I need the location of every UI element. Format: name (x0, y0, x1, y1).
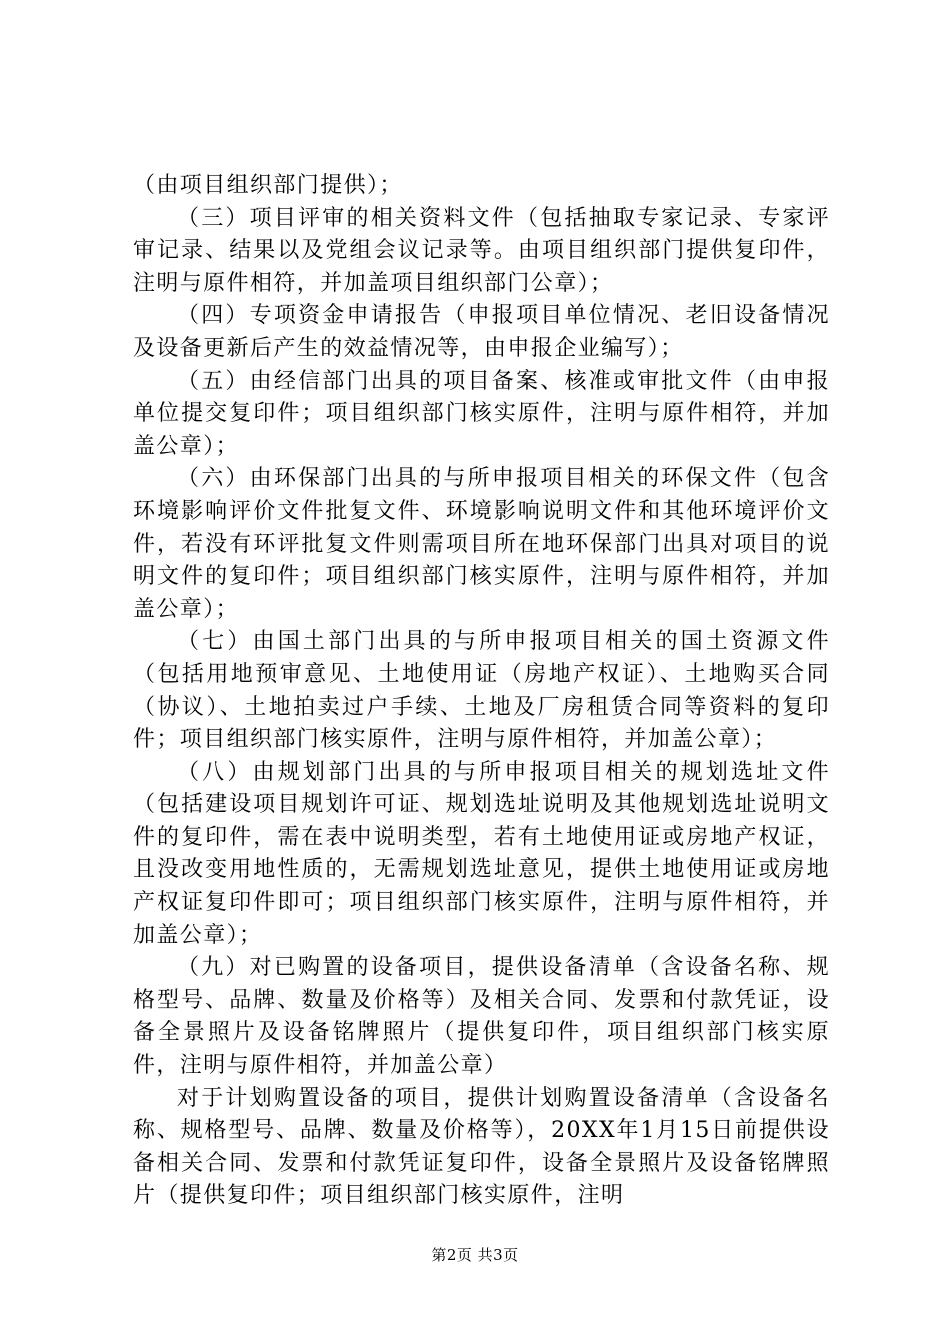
paragraph-planned-purchase: 对于计划购置设备的项目，提供计划购置设备清单（含设备名称、规格型号、品牌、数量及价格等），20XX年1月15日前提供设备相关合同、发票和付款凭证复印件，设备全景照片及设备铭牌照片（提供复印件；项目组织部门核实原件，注明 (133, 1085, 830, 1209)
page-number-footer: 第2页 共3页 (431, 1246, 519, 1264)
paragraph-item-4: （四）专项资金申请报告（申报项目单位情况、老旧设备情况及设备更新后产生的效益情况等，由申报企业编写）； (133, 303, 830, 361)
paragraph-continuation: （由项目组织部门提供）； (133, 173, 403, 198)
document-body (133, 170, 830, 1213)
paragraph-item-3: （三）项目评审的相关资料文件（包括抽取专家记录、专家评审记录、结果以及党组会议记录等。由项目组织部门提供复印件，注明与原件相符，并加盖项目组织部门公章）； (133, 205, 830, 296)
paragraph-item-7: （七）由国土部门出具的与所申报项目相关的国土资源文件（包括用地预审意见、土地使用证（房地产权证）、土地购买合同（协议）、土地拍卖过户手续、土地及厂房租赁合同等资料的复印件；项目组织部门核实原件，注明与原件相符，并加盖公章）； (133, 629, 830, 753)
paragraph-item-6: （六）由环保部门出具的与所申报项目相关的环保文件（包含环境影响评价文件批复文件、环境影响说明文件和其他环境评价文件，若没有环评批复文件则需项目所在地环保部门出具对项目的说明文件的复印件；项目组织部门核实原件，注明与原件相符，并加盖公章）； (133, 466, 830, 622)
paragraph-item-9: （九）对已购置的设备项目，提供设备清单（含设备名称、规格型号、品牌、数量及价格等）及相关合同、发票和付款凭证，设备全景照片及设备铭牌照片（提供复印件，项目组织部门核实原件，注明与原件相符，并加盖公章） (133, 955, 830, 1079)
paragraph-item-8: （八）由规划部门出具的与所申报项目相关的规划选址文件（包括建设项目规划许可证、规划选址说明及其他规划选址说明文件的复印件，需在表中说明类型，若有土地使用证或房地产权证，且没改变用地性质的，无需规划选址意见，提供土地使用证或房地产权证复印件即可；项目组织部门核实原件，注明与原件相符，并加盖公章）； (133, 759, 830, 948)
paragraph-item-5: （五）由经信部门出具的项目备案、核准或审批文件（由申报单位提交复印件；项目组织部门核实原件，注明与原件相符，并加盖公章）； (133, 368, 830, 459)
